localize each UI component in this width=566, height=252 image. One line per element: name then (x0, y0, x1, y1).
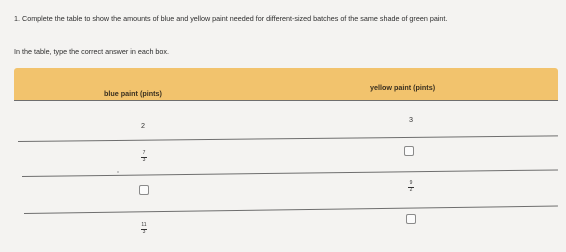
fraction-denominator: 2 (409, 186, 413, 193)
answer-input-blue-row-3[interactable] (139, 185, 149, 195)
instruction-text: In the table, type the correct answer in each box. (14, 47, 170, 56)
table-cell-blue: 2 (141, 121, 145, 130)
answer-input-yellow-row-2[interactable] (404, 146, 414, 156)
question-body: Complete the table to show the amounts of blue and yellow paint needed for different-sized batches of the same shade of green paint. (22, 14, 448, 23)
table-cell-blue-fraction (141, 223, 147, 235)
fraction-denominator: 3 (142, 156, 146, 163)
table-cell-yellow: 3 (409, 115, 413, 124)
row-divider (22, 169, 558, 177)
fraction-numerator: 7 (142, 150, 146, 156)
fraction-numerator: 9 (409, 180, 413, 186)
column-header-yellow-paint: yellow paint (pints) (370, 83, 436, 92)
column-header-blue-paint: blue paint (pints) (104, 89, 162, 98)
row-divider (18, 135, 558, 142)
row-divider (24, 206, 558, 214)
table-cell-yellow-fraction (408, 181, 414, 193)
answer-input-yellow-row-4[interactable] (406, 214, 416, 224)
table-header-row (14, 68, 558, 100)
row-divider (14, 100, 558, 101)
table-cell-blue-fraction (141, 151, 147, 163)
fraction-denominator: 3 (142, 228, 146, 235)
question-number: 1. (14, 14, 20, 23)
fraction-numerator: 11 (141, 222, 147, 228)
decorative-dot (117, 171, 119, 173)
question-text (14, 13, 559, 24)
